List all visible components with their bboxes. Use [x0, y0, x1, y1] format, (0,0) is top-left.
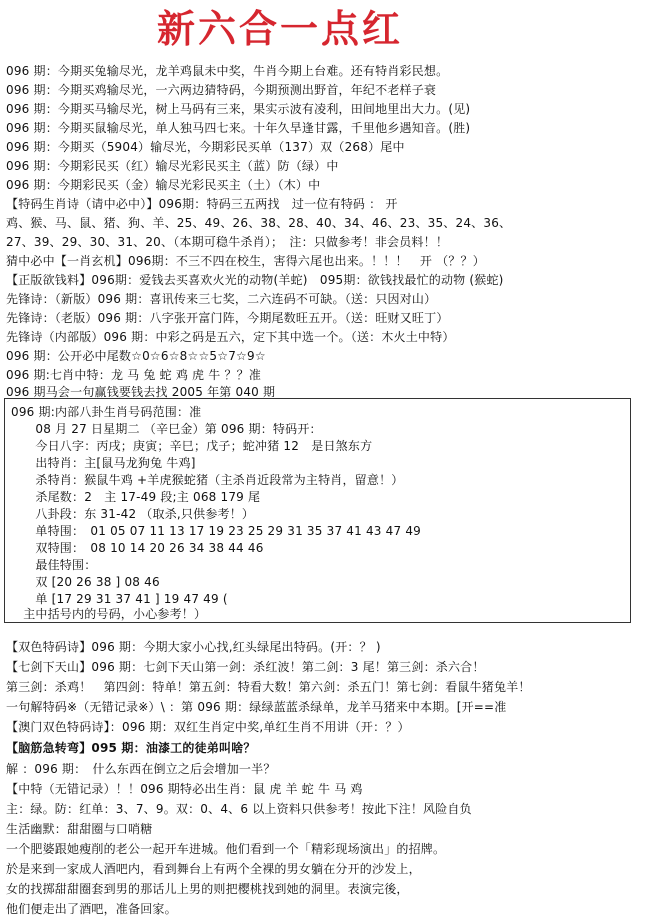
box-line: 08 月 27 日星期二 （辛巳金）第 096 期：特码开： [11, 422, 322, 436]
text-line: 096 期马会一句赢钱要钱去找 2005 年第 040 期 [6, 385, 276, 399]
page-title: 新六合一点红 [156, 6, 403, 51]
text-line: 096 期：今期买兔输尽光，龙羊鸡鼠未中奖，牛肖今期上台难。还有特肖彩民想。 [6, 64, 449, 78]
box-line: 最佳特围： [11, 558, 97, 572]
box-line: 今日八字：丙戌；庚寅；辛巳；戊子；蛇冲猪 12 是日煞东方 [11, 439, 373, 453]
text-line: 【脑筋急转弯】095 期：油漆工的徒弟叫啥？ [6, 741, 256, 755]
text-line: 27、39、29、30、31、20、（本期可稳牛杀肖）； 注：只做参考！非会员料！！ [6, 235, 449, 249]
box-line: 杀尾数：2 主 17-49 段;主 068 179 尾 [11, 490, 261, 504]
text-line: 先锋诗：（新版）096 期：喜讯传来三七奖，二六连码不可缺。（送：只因对山） [6, 292, 437, 306]
text-line: 猜中必中【一肖玄机】096期：不三不四在校生，害得六尾也出来。！！！ 开 （？？） [6, 254, 485, 268]
box-line: 出特肖：主[鼠马龙狗兔 牛鸡] [11, 456, 196, 470]
box-line: 单 [17 29 31 37 41 ] 19 47 49 ( [11, 592, 228, 606]
text-line: 【特码生肖诗（请中必中）】096期：特码三五两找 过一位有特码 ： 开 [6, 197, 398, 211]
text-line: 096 期：今期买马输尽光，树上马码有三来，果实示波有凌利，田间地里出大力。(见) [6, 102, 471, 116]
text-line: 096 期：今期买鸡输尽光，一六两边猜特码，今期预测出野首，年纪不老样子衰 [6, 83, 437, 97]
text-line: 女的找掷甜甜圈套到男的那话儿上男的则把樱桃找到她的洞里。表演完後， [6, 882, 409, 896]
text-line: 於是来到一家成人酒吧内，看到舞台上有两个全裸的男女躺在分开的沙发上， [6, 862, 421, 876]
text-line: 【七剑下天山】096 期：七剑下天山第一剑：杀红波！第二剑：3 尾！第三剑：杀六合！ [6, 660, 485, 674]
text-line: 【澳门双色特码诗】：096 期：双红生肖定中奖,单红生肖不用讲（开：？） [6, 720, 410, 734]
text-line: 【中特（无错记录）！！096 期特必出生肖：鼠 虎 羊 蛇 牛 马 鸡 [6, 782, 363, 796]
text-line: 一个肥婆跟她瘦削的老公一起开车进城。他们看到一个「精彩现场演出」的招牌。 [6, 842, 446, 856]
box-line: 杀特肖：猴鼠牛鸡 +羊虎猴蛇猪（主杀肖近段常为主特肖，留意！） [11, 473, 404, 487]
box-line: 096 期:内部八卦生肖号码范围：准 [11, 405, 202, 419]
text-line: 主：绿。防：红单：3、7、9。双：0、4、6 以上资料只供参考！按此下注！风险自负 [6, 802, 472, 816]
text-line: 先锋诗（内部版）096 期：中彩之码是五六，定下其中选一个。（送：木火土中特） [6, 330, 455, 344]
text-line: 【正版欲钱料】096期：爱钱去买喜欢火光的动物(羊蛇) 095期：欲钱找最忙的动物 (猴蛇) [6, 273, 504, 287]
text-line: 他们便走出了酒吧，准备回家。 [6, 902, 177, 916]
text-line: 鸡、猴、马、鼠、猪、狗、羊、25、49、26、38、28、40、34、46、23、35、24、36、 [6, 216, 512, 230]
text-line: 第三剑：杀鸡！ 第四剑：特单！第五剑：特看大数！第六剑：杀五门！第七剑：看鼠牛猪兔羊！ [6, 680, 531, 694]
text-line: 096 期：公开必中尾数☆0☆6☆8☆☆5☆7☆9☆ [6, 349, 266, 363]
box-line: 八卦段：东 31-42 （取杀,只供参考！） [11, 507, 255, 521]
box-line: 单特围： 01 05 07 11 13 17 19 23 25 29 31 35 37 41 43 47 49 [11, 524, 422, 538]
text-line: 先锋诗：（老版）096 期：八字张开富门阵，今期尾数旺五开。（送：旺财又旺丁） [6, 311, 449, 325]
bagua-range-box [4, 398, 631, 623]
box-line: 主中括号内的号码，小心参考！） [11, 607, 207, 621]
text-line: 096 期：今期彩民买（红）输尽光彩民买主（蓝）防（绿）中 [6, 159, 339, 173]
text-line: 096 期：今期买（5904）输尽光，今期彩民买单（137）双（268）尾中 [6, 140, 405, 154]
text-line: 一句解特码※（无错记录※）\ ：第 096 期：绿绿蓝蓝杀绿单，龙羊马猪来中本期。[开==准 [6, 700, 507, 714]
text-line: 解 ：096 期： 什么东西在倒立之后会增加一半？ [6, 762, 276, 776]
box-line: 双特围： 08 10 14 20 26 34 38 44 46 [11, 541, 264, 555]
text-line: 【双色特码诗】096 期：今期大家小心找,红头绿尾出特码。(开：？ ) [6, 640, 381, 654]
text-line: 096 期：今期彩民买（金）输尽光彩民买主（土）（木）中 [6, 178, 321, 192]
text-line: 096 期：今期买鼠输尽光，单人独马四七来。十年久旱逢甘露，千里他乡遇知音。(胜) [6, 121, 471, 135]
text-line: 生活幽默：甜甜圈与口哨糖 [6, 822, 153, 836]
box-line: 双 [20 26 38 ] 08 46 [11, 575, 160, 589]
text-line: 096 期:七肖中特：龙 马 兔 蛇 鸡 虎 牛 ？？准 [6, 368, 262, 382]
